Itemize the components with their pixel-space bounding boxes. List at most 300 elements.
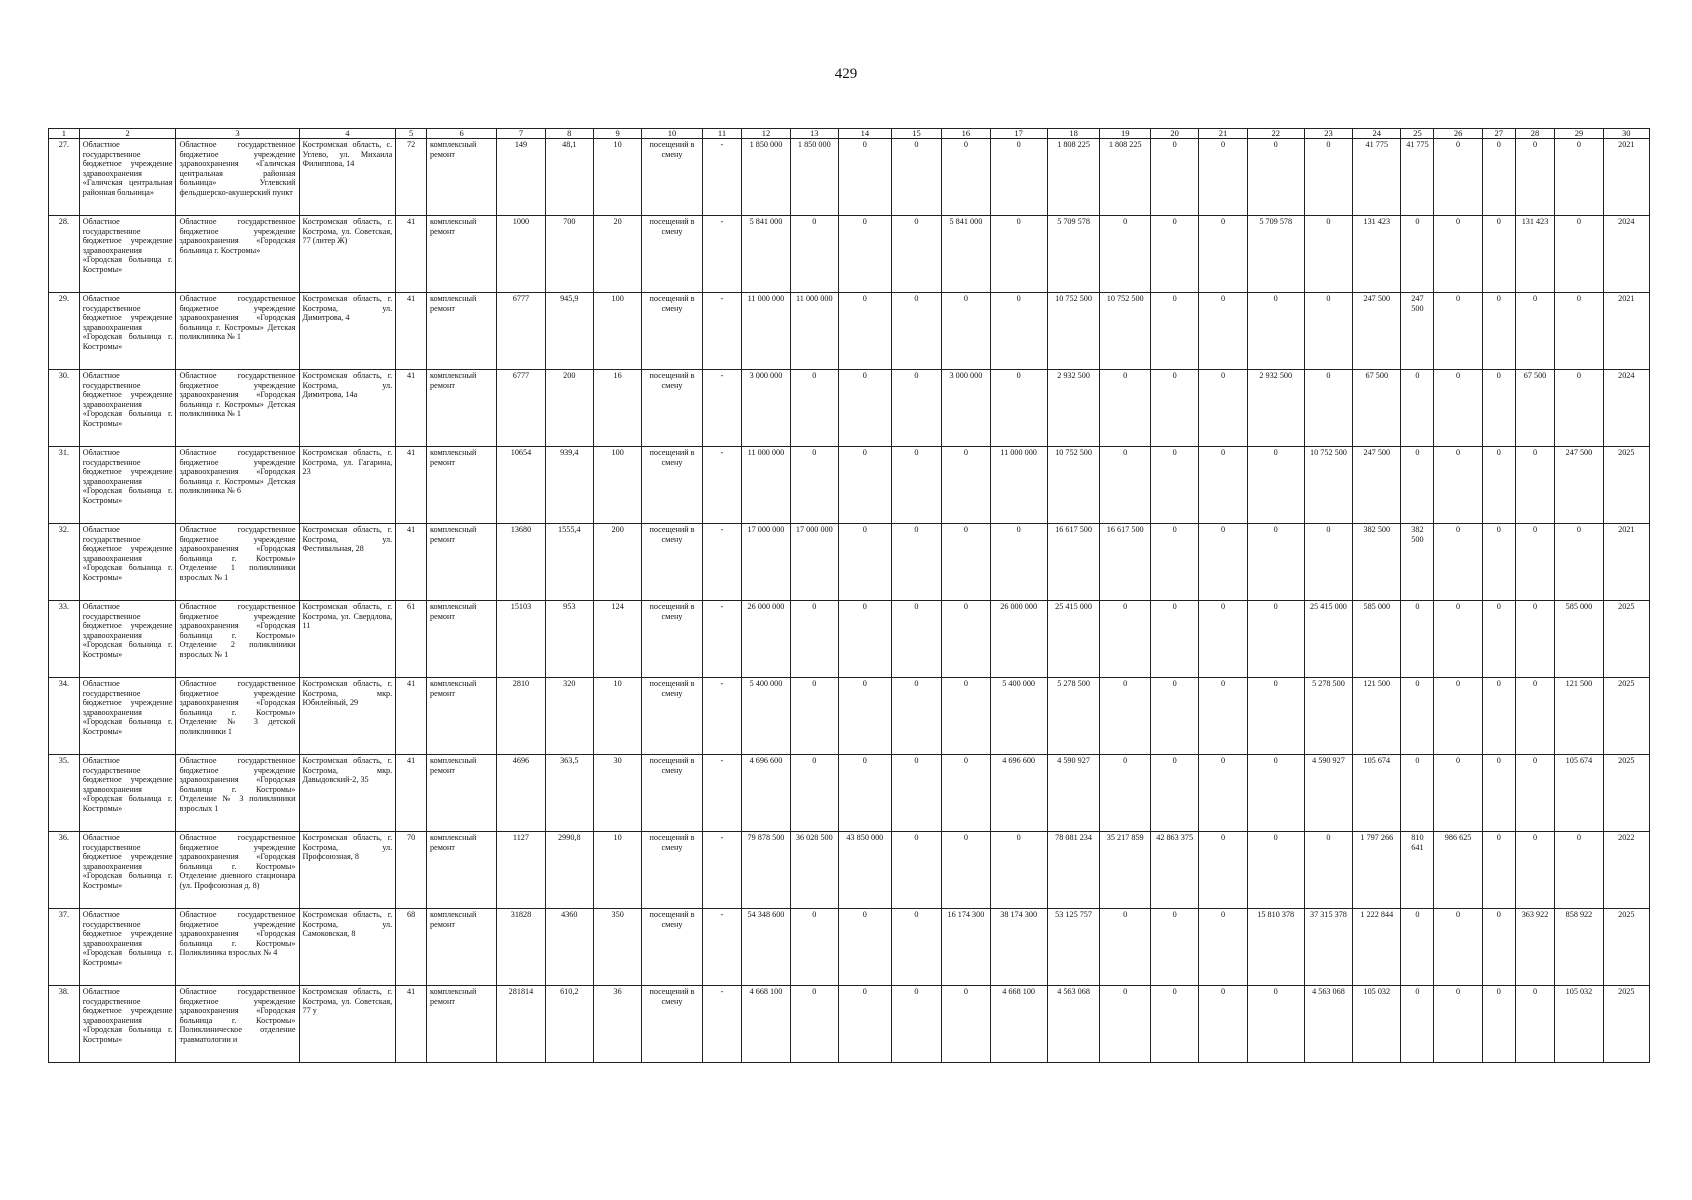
- column-number-11: 11: [702, 129, 742, 139]
- table-cell-col-9: 20: [593, 216, 641, 293]
- table-cell-col-15: 0: [891, 370, 942, 447]
- table-cell-col-15: 0: [891, 832, 942, 909]
- table-row: [49, 139, 1650, 216]
- table-cell-col-21: 0: [1199, 524, 1247, 601]
- table-cell-col-18: 10 752 500: [1047, 447, 1100, 524]
- table-cell-col-15: 0: [891, 216, 942, 293]
- table-cell-col-6: комплексный ремонт: [426, 601, 496, 678]
- table-cell-col-25: 0: [1401, 909, 1434, 986]
- table-cell-col-10: посещений в смену: [642, 986, 702, 1063]
- table-cell-col-21: 0: [1199, 601, 1247, 678]
- table-cell-col-27: 0: [1482, 986, 1515, 1063]
- column-number-21: 21: [1199, 129, 1247, 139]
- table-cell-col-8: 939,4: [545, 447, 593, 524]
- table-cell-col-21: 0: [1199, 755, 1247, 832]
- table-cell-col-19: 1 808 225: [1100, 139, 1151, 216]
- table-cell-col-11: -: [702, 370, 742, 447]
- table-cell-col-2: Областное государственное бюджетное учреждение здравоохранения «Городская больница г. Костромы»: [79, 832, 176, 909]
- table-cell-col-22: 0: [1247, 447, 1304, 524]
- table-cell-col-10: посещений в смену: [642, 370, 702, 447]
- table-cell-col-3: Областное государственное бюджетное учреждение здравоохранения «Городская больница г. Костромы» Отделение 1 поликлиники взрослых № 1: [176, 524, 299, 601]
- table-cell-col-27: 0: [1482, 293, 1515, 370]
- table-cell-col-28: 0: [1515, 293, 1555, 370]
- table-cell-col-18: 16 617 500: [1047, 524, 1100, 601]
- table-cell-col-2: Областное государственное бюджетное учреждение здравоохранения «Городская больница г. Костромы»: [79, 216, 176, 293]
- table-cell-col-25: 0: [1401, 447, 1434, 524]
- table-cell-col-23: 0: [1304, 139, 1352, 216]
- table-cell-col-5: 41: [396, 293, 427, 370]
- table-cell-col-11: -: [702, 601, 742, 678]
- table-cell-col-13: 17 000 000: [790, 524, 838, 601]
- table-cell-col-20: 42 863 375: [1150, 832, 1198, 909]
- table-cell-col-18: 10 752 500: [1047, 293, 1100, 370]
- table-cell-col-25: 0: [1401, 216, 1434, 293]
- table-cell-col-19: 0: [1100, 370, 1151, 447]
- table-cell-col-29: 0: [1555, 139, 1603, 216]
- table-row: [49, 678, 1650, 755]
- table-cell-col-4: Костромская область, г. Кострома, ул. Димитрова, 4: [299, 293, 396, 370]
- table-cell-col-17: 0: [990, 216, 1047, 293]
- table-cell-col-28: 0: [1515, 601, 1555, 678]
- table-cell-col-10: посещений в смену: [642, 293, 702, 370]
- table-cell-col-5: 72: [396, 139, 427, 216]
- table-cell-col-22: 0: [1247, 678, 1304, 755]
- column-number-row: [49, 129, 1650, 139]
- table-cell-col-10: посещений в смену: [642, 601, 702, 678]
- table-cell-col-30: 2025: [1603, 447, 1649, 524]
- table-cell-col-23: 0: [1304, 293, 1352, 370]
- table-cell-col-2: Областное государственное бюджетное учреждение здравоохранения «Городская больница г. Костромы»: [79, 524, 176, 601]
- table-cell-col-8: 2990,8: [545, 832, 593, 909]
- table-cell-col-26: 0: [1434, 678, 1482, 755]
- table-cell-col-8: 320: [545, 678, 593, 755]
- table-cell-col-22: 0: [1247, 832, 1304, 909]
- table-cell-col-1: 35.: [49, 755, 80, 832]
- table-cell-col-26: 0: [1434, 601, 1482, 678]
- table-cell-col-15: 0: [891, 293, 942, 370]
- table-cell-col-16: 0: [942, 139, 990, 216]
- table-cell-col-18: 53 125 757: [1047, 909, 1100, 986]
- table-cell-col-15: 0: [891, 447, 942, 524]
- table-cell-col-2: Областное государственное бюджетное учреждение здравоохранения «Городская больница г. Костромы»: [79, 293, 176, 370]
- column-number-12: 12: [742, 129, 790, 139]
- table-cell-col-5: 41: [396, 216, 427, 293]
- table-cell-col-1: 29.: [49, 293, 80, 370]
- table-cell-col-12: 1 850 000: [742, 139, 790, 216]
- table-cell-col-27: 0: [1482, 909, 1515, 986]
- table-cell-col-6: комплексный ремонт: [426, 678, 496, 755]
- table-cell-col-2: Областное государственное бюджетное учреждение здравоохранения «Городская больница г. Костромы»: [79, 370, 176, 447]
- table-cell-col-23: 5 278 500: [1304, 678, 1352, 755]
- table-cell-col-14: 0: [838, 524, 891, 601]
- column-number-27: 27: [1482, 129, 1515, 139]
- column-number-10: 10: [642, 129, 702, 139]
- column-number-25: 25: [1401, 129, 1434, 139]
- table-cell-col-22: 0: [1247, 139, 1304, 216]
- table-cell-col-28: 0: [1515, 139, 1555, 216]
- table-row: [49, 755, 1650, 832]
- table-cell-col-27: 0: [1482, 447, 1515, 524]
- table-cell-col-27: 0: [1482, 755, 1515, 832]
- table-cell-col-17: 0: [990, 524, 1047, 601]
- table-cell-col-30: 2021: [1603, 139, 1649, 216]
- table-cell-col-16: 16 174 300: [942, 909, 990, 986]
- table-cell-col-30: 2025: [1603, 986, 1649, 1063]
- table-cell-col-2: Областное государственное бюджетное учреждение здравоохранения «Городская больница г. Костромы»: [79, 447, 176, 524]
- table-cell-col-29: 247 500: [1555, 447, 1603, 524]
- table-cell-col-29: 105 032: [1555, 986, 1603, 1063]
- column-number-6: 6: [426, 129, 496, 139]
- table-cell-col-3: Областное государственное бюджетное учреждение здравоохранения «Городская больница г. Костромы»: [176, 216, 299, 293]
- table-cell-col-12: 17 000 000: [742, 524, 790, 601]
- table-cell-col-17: 4 668 100: [990, 986, 1047, 1063]
- table-cell-col-7: 6777: [497, 293, 545, 370]
- table-cell-col-28: 0: [1515, 832, 1555, 909]
- table-cell-col-30: 2024: [1603, 370, 1649, 447]
- table-cell-col-18: 5 709 578: [1047, 216, 1100, 293]
- column-number-23: 23: [1304, 129, 1352, 139]
- table-cell-col-9: 100: [593, 293, 641, 370]
- table-cell-col-6: комплексный ремонт: [426, 216, 496, 293]
- table-cell-col-18: 4 563 068: [1047, 986, 1100, 1063]
- table-cell-col-15: 0: [891, 755, 942, 832]
- table-cell-col-6: комплексный ремонт: [426, 447, 496, 524]
- table-cell-col-19: 0: [1100, 447, 1151, 524]
- table-cell-col-10: посещений в смену: [642, 447, 702, 524]
- table-cell-col-24: 247 500: [1353, 293, 1401, 370]
- table-cell-col-5: 41: [396, 370, 427, 447]
- table-cell-col-1: 37.: [49, 909, 80, 986]
- table-cell-col-19: 0: [1100, 909, 1151, 986]
- table-cell-col-19: 0: [1100, 755, 1151, 832]
- table-cell-col-24: 247 500: [1353, 447, 1401, 524]
- table-cell-col-25: 0: [1401, 986, 1434, 1063]
- table-cell-col-11: -: [702, 447, 742, 524]
- table-row: [49, 909, 1650, 986]
- table-cell-col-9: 16: [593, 370, 641, 447]
- table-cell-col-23: 0: [1304, 216, 1352, 293]
- table-cell-col-14: 0: [838, 216, 891, 293]
- table-cell-col-7: 2810: [497, 678, 545, 755]
- table-cell-col-10: посещений в смену: [642, 139, 702, 216]
- table-cell-col-28: 0: [1515, 447, 1555, 524]
- table-cell-col-24: 131 423: [1353, 216, 1401, 293]
- data-table: [48, 128, 1650, 1063]
- column-number-7: 7: [497, 129, 545, 139]
- table-cell-col-9: 10: [593, 139, 641, 216]
- table-cell-col-2: Областное государственное бюджетное учреждение здравоохранения «Городская больница г. Костромы»: [79, 601, 176, 678]
- table-cell-col-13: 0: [790, 370, 838, 447]
- table-cell-col-21: 0: [1199, 370, 1247, 447]
- table-cell-col-12: 79 878 500: [742, 832, 790, 909]
- table-cell-col-8: 1555,4: [545, 524, 593, 601]
- table-cell-col-7: 31828: [497, 909, 545, 986]
- table-cell-col-7: 149: [497, 139, 545, 216]
- column-number-9: 9: [593, 129, 641, 139]
- table-cell-col-24: 41 775: [1353, 139, 1401, 216]
- table-cell-col-17: 0: [990, 293, 1047, 370]
- table-cell-col-7: 1127: [497, 832, 545, 909]
- column-number-5: 5: [396, 129, 427, 139]
- table-cell-col-10: посещений в смену: [642, 678, 702, 755]
- table-cell-col-9: 124: [593, 601, 641, 678]
- table-cell-col-3: Областное государственное бюджетное учреждение здравоохранения «Городская больница г. Костромы» Отделение № 3 детской поликлиники 1: [176, 678, 299, 755]
- table-cell-col-4: Костромская область, г. Кострома, ул. Фестивальная, 28: [299, 524, 396, 601]
- table-cell-col-26: 0: [1434, 293, 1482, 370]
- table-cell-col-6: комплексный ремонт: [426, 755, 496, 832]
- column-number-3: 3: [176, 129, 299, 139]
- table-cell-col-21: 0: [1199, 909, 1247, 986]
- table-cell-col-21: 0: [1199, 678, 1247, 755]
- table-cell-col-27: 0: [1482, 370, 1515, 447]
- table-cell-col-30: 2022: [1603, 832, 1649, 909]
- table-cell-col-28: 0: [1515, 986, 1555, 1063]
- column-number-8: 8: [545, 129, 593, 139]
- table-cell-col-17: 11 000 000: [990, 447, 1047, 524]
- table-cell-col-29: 0: [1555, 216, 1603, 293]
- table-body: [49, 139, 1650, 1063]
- table-cell-col-19: 0: [1100, 986, 1151, 1063]
- table-cell-col-11: -: [702, 755, 742, 832]
- table-cell-col-15: 0: [891, 678, 942, 755]
- table-cell-col-8: 4360: [545, 909, 593, 986]
- table-cell-col-17: 0: [990, 370, 1047, 447]
- table-cell-col-16: 5 841 000: [942, 216, 990, 293]
- table-cell-col-28: 67 500: [1515, 370, 1555, 447]
- table-cell-col-1: 27.: [49, 139, 80, 216]
- table-cell-col-30: 2025: [1603, 678, 1649, 755]
- table-cell-col-9: 10: [593, 678, 641, 755]
- table-row: [49, 216, 1650, 293]
- table-cell-col-8: 48,1: [545, 139, 593, 216]
- table-cell-col-20: 0: [1150, 909, 1198, 986]
- table-cell-col-11: -: [702, 678, 742, 755]
- column-number-29: 29: [1555, 129, 1603, 139]
- table-cell-col-27: 0: [1482, 678, 1515, 755]
- column-number-15: 15: [891, 129, 942, 139]
- table-cell-col-14: 0: [838, 678, 891, 755]
- table-cell-col-8: 945,9: [545, 293, 593, 370]
- table-cell-col-29: 0: [1555, 370, 1603, 447]
- table-cell-col-20: 0: [1150, 216, 1198, 293]
- table-cell-col-14: 43 850 000: [838, 832, 891, 909]
- table-cell-col-15: 0: [891, 524, 942, 601]
- table-cell-col-14: 0: [838, 293, 891, 370]
- table-cell-col-27: 0: [1482, 216, 1515, 293]
- table-cell-col-14: 0: [838, 601, 891, 678]
- table-cell-col-18: 1 808 225: [1047, 139, 1100, 216]
- table-cell-col-7: 15103: [497, 601, 545, 678]
- table-cell-col-15: 0: [891, 601, 942, 678]
- table-cell-col-10: посещений в смену: [642, 832, 702, 909]
- table-cell-col-25: 0: [1401, 601, 1434, 678]
- data-table-container: [48, 128, 1650, 1063]
- table-cell-col-5: 68: [396, 909, 427, 986]
- table-cell-col-21: 0: [1199, 293, 1247, 370]
- table-cell-col-24: 105 032: [1353, 986, 1401, 1063]
- table-cell-col-26: 0: [1434, 755, 1482, 832]
- table-cell-col-2: Областное государственное бюджетное учреждение здравоохранения «Галичская центральная районная больница»: [79, 139, 176, 216]
- table-cell-col-24: 105 674: [1353, 755, 1401, 832]
- table-cell-col-1: 38.: [49, 986, 80, 1063]
- table-cell-col-13: 0: [790, 986, 838, 1063]
- table-cell-col-18: 4 590 927: [1047, 755, 1100, 832]
- table-cell-col-26: 0: [1434, 524, 1482, 601]
- table-cell-col-3: Областное государственное бюджетное учреждение здравоохранения «Городская больница г. Костромы» Детская поликлиника № 1: [176, 293, 299, 370]
- table-cell-col-19: 0: [1100, 601, 1151, 678]
- table-cell-col-25: 0: [1401, 370, 1434, 447]
- table-cell-col-17: 38 174 300: [990, 909, 1047, 986]
- column-number-1: 1: [49, 129, 80, 139]
- table-row: [49, 447, 1650, 524]
- table-cell-col-8: 610,2: [545, 986, 593, 1063]
- table-cell-col-2: Областное государственное бюджетное учреждение здравоохранения «Городская больница г. Костромы»: [79, 755, 176, 832]
- column-number-22: 22: [1247, 129, 1304, 139]
- table-cell-col-11: -: [702, 909, 742, 986]
- table-cell-col-4: Костромская область, г. Кострома, ул. Профсоюзная, 8: [299, 832, 396, 909]
- table-cell-col-8: 363,5: [545, 755, 593, 832]
- table-cell-col-4: Костромская область, г. Кострома, ул. Свердлова, 11: [299, 601, 396, 678]
- table-cell-col-30: 2025: [1603, 755, 1649, 832]
- table-cell-col-4: Костромская область, г. Кострома, ул. Самоковская, 8: [299, 909, 396, 986]
- table-cell-col-1: 34.: [49, 678, 80, 755]
- table-cell-col-4: Костромская область, с. Углево, ул. Михаила Филиппова, 14: [299, 139, 396, 216]
- table-cell-col-10: посещений в смену: [642, 909, 702, 986]
- table-cell-col-23: 25 415 000: [1304, 601, 1352, 678]
- table-cell-col-6: комплексный ремонт: [426, 293, 496, 370]
- table-cell-col-16: 0: [942, 293, 990, 370]
- table-cell-col-5: 41: [396, 986, 427, 1063]
- table-cell-col-30: 2024: [1603, 216, 1649, 293]
- table-cell-col-6: комплексный ремонт: [426, 832, 496, 909]
- table-cell-col-11: -: [702, 832, 742, 909]
- table-cell-col-22: 0: [1247, 986, 1304, 1063]
- table-cell-col-20: 0: [1150, 370, 1198, 447]
- table-cell-col-10: посещений в смену: [642, 216, 702, 293]
- table-cell-col-23: 0: [1304, 370, 1352, 447]
- table-cell-col-23: 10 752 500: [1304, 447, 1352, 524]
- table-cell-col-9: 30: [593, 755, 641, 832]
- table-cell-col-24: 121 500: [1353, 678, 1401, 755]
- table-cell-col-16: 0: [942, 986, 990, 1063]
- table-cell-col-20: 0: [1150, 524, 1198, 601]
- table-cell-col-7: 6777: [497, 370, 545, 447]
- column-number-16: 16: [942, 129, 990, 139]
- table-cell-col-26: 0: [1434, 447, 1482, 524]
- table-cell-col-27: 0: [1482, 139, 1515, 216]
- table-cell-col-14: 0: [838, 370, 891, 447]
- table-cell-col-9: 36: [593, 986, 641, 1063]
- table-cell-col-6: комплексный ремонт: [426, 909, 496, 986]
- column-number-20: 20: [1150, 129, 1198, 139]
- table-cell-col-26: 0: [1434, 370, 1482, 447]
- table-cell-col-24: 585 000: [1353, 601, 1401, 678]
- table-cell-col-9: 200: [593, 524, 641, 601]
- table-cell-col-17: 26 000 000: [990, 601, 1047, 678]
- table-cell-col-6: комплексный ремонт: [426, 139, 496, 216]
- table-cell-col-20: 0: [1150, 139, 1198, 216]
- table-cell-col-21: 0: [1199, 139, 1247, 216]
- table-cell-col-29: 585 000: [1555, 601, 1603, 678]
- table-cell-col-16: 0: [942, 678, 990, 755]
- table-cell-col-25: 0: [1401, 755, 1434, 832]
- table-cell-col-26: 0: [1434, 986, 1482, 1063]
- table-cell-col-24: 382 500: [1353, 524, 1401, 601]
- table-cell-col-19: 16 617 500: [1100, 524, 1151, 601]
- table-cell-col-11: -: [702, 293, 742, 370]
- table-cell-col-12: 11 000 000: [742, 293, 790, 370]
- table-cell-col-17: 0: [990, 832, 1047, 909]
- table-cell-col-23: 37 315 378: [1304, 909, 1352, 986]
- table-cell-col-7: 4696: [497, 755, 545, 832]
- table-row: [49, 832, 1650, 909]
- table-cell-col-4: Костромская область, г. Кострома, ул. Советская, 77 у: [299, 986, 396, 1063]
- table-cell-col-11: -: [702, 986, 742, 1063]
- table-cell-col-25: 810 641: [1401, 832, 1434, 909]
- table-cell-col-23: 4 563 068: [1304, 986, 1352, 1063]
- table-cell-col-16: 0: [942, 601, 990, 678]
- table-cell-col-1: 31.: [49, 447, 80, 524]
- table-cell-col-13: 0: [790, 447, 838, 524]
- table-cell-col-20: 0: [1150, 678, 1198, 755]
- table-cell-col-27: 0: [1482, 601, 1515, 678]
- table-cell-col-4: Костромская область, г. Кострома, ул. Димитрова, 14а: [299, 370, 396, 447]
- table-cell-col-6: комплексный ремонт: [426, 986, 496, 1063]
- table-cell-col-28: 0: [1515, 678, 1555, 755]
- table-cell-col-25: 382 500: [1401, 524, 1434, 601]
- table-cell-col-4: Костромская область, г. Кострома, ул. Советская, 77 (литер Ж): [299, 216, 396, 293]
- table-cell-col-22: 2 932 500: [1247, 370, 1304, 447]
- table-cell-col-13: 0: [790, 909, 838, 986]
- table-cell-col-9: 350: [593, 909, 641, 986]
- table-cell-col-12: 4 668 100: [742, 986, 790, 1063]
- table-cell-col-19: 0: [1100, 678, 1151, 755]
- table-cell-col-1: 36.: [49, 832, 80, 909]
- table-cell-col-30: 2021: [1603, 524, 1649, 601]
- table-cell-col-30: 2021: [1603, 293, 1649, 370]
- table-cell-col-27: 0: [1482, 524, 1515, 601]
- table-cell-col-20: 0: [1150, 986, 1198, 1063]
- table-cell-col-5: 41: [396, 524, 427, 601]
- table-cell-col-29: 105 674: [1555, 755, 1603, 832]
- table-cell-col-14: 0: [838, 755, 891, 832]
- table-cell-col-17: 5 400 000: [990, 678, 1047, 755]
- table-cell-col-5: 70: [396, 832, 427, 909]
- table-cell-col-5: 61: [396, 601, 427, 678]
- table-cell-col-18: 5 278 500: [1047, 678, 1100, 755]
- table-cell-col-17: 4 696 600: [990, 755, 1047, 832]
- table-cell-col-18: 2 932 500: [1047, 370, 1100, 447]
- table-cell-col-7: 10654: [497, 447, 545, 524]
- table-cell-col-26: 986 625: [1434, 832, 1482, 909]
- table-cell-col-8: 700: [545, 216, 593, 293]
- table-cell-col-14: 0: [838, 139, 891, 216]
- table-cell-col-29: 0: [1555, 524, 1603, 601]
- table-cell-col-21: 0: [1199, 832, 1247, 909]
- table-cell-col-14: 0: [838, 909, 891, 986]
- column-number-18: 18: [1047, 129, 1100, 139]
- table-cell-col-7: 281814: [497, 986, 545, 1063]
- table-cell-col-9: 10: [593, 832, 641, 909]
- table-cell-col-24: 67 500: [1353, 370, 1401, 447]
- table-cell-col-28: 363 922: [1515, 909, 1555, 986]
- table-cell-col-13: 0: [790, 755, 838, 832]
- table-cell-col-22: 0: [1247, 293, 1304, 370]
- table-cell-col-5: 41: [396, 755, 427, 832]
- table-cell-col-2: Областное государственное бюджетное учреждение здравоохранения «Городская больница г. Костромы»: [79, 909, 176, 986]
- table-row: [49, 370, 1650, 447]
- table-cell-col-3: Областное государственное бюджетное учреждение здравоохранения «Городская больница г. Костромы» Детская поликлиника № 6: [176, 447, 299, 524]
